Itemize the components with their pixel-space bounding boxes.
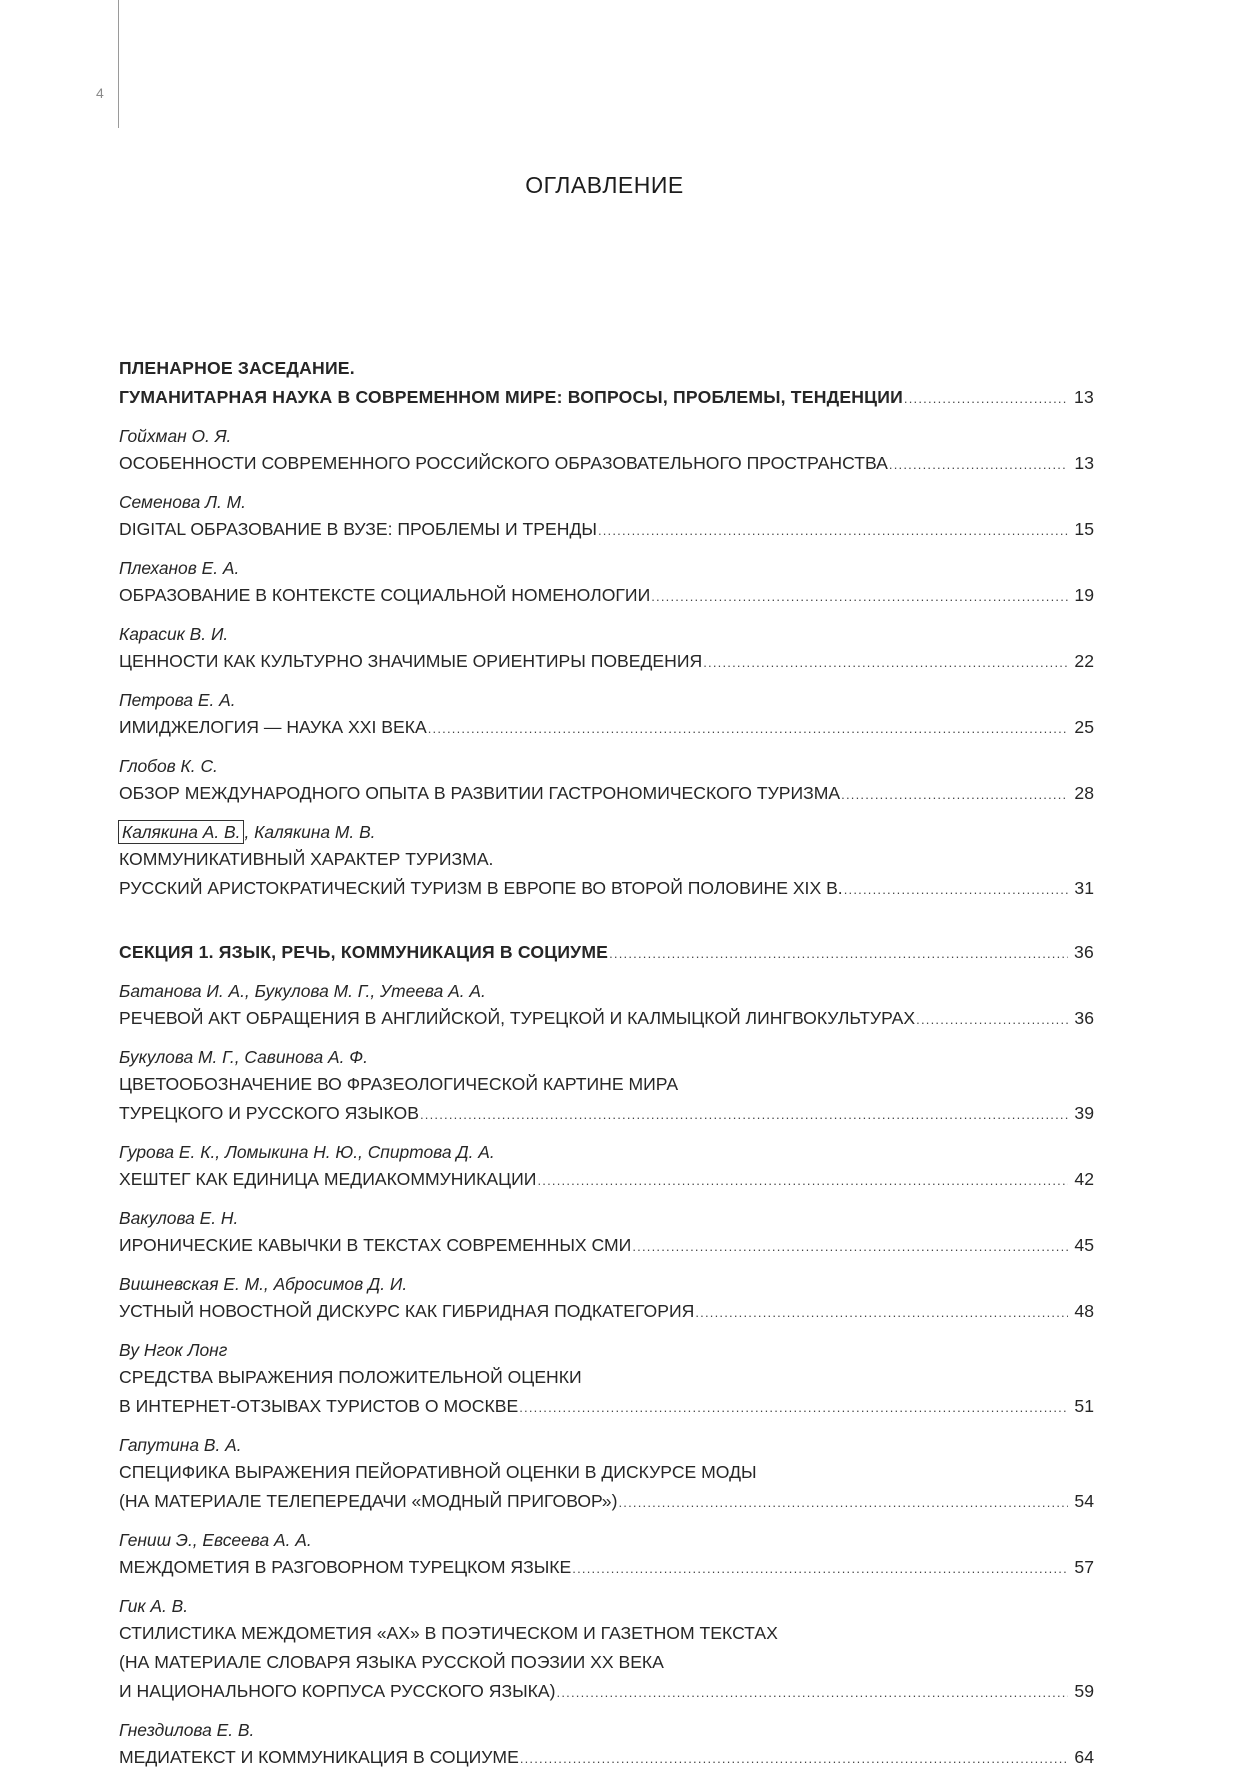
toc-entry-title: СЕКЦИЯ 1. ЯЗЫК, РЕЧЬ, КОММУНИКАЦИЯ В СОЦИУМЕ	[119, 942, 609, 962]
toc-entry-plenary[interactable]	[119, 354, 1094, 413]
dot-leader	[572, 1554, 1068, 1583]
toc-entry-page: 51	[1074, 1396, 1094, 1416]
dot-leader	[916, 1005, 1068, 1034]
toc-entry-authors: Гойхман О. Я.	[119, 426, 232, 446]
toc-entry[interactable]	[119, 489, 1094, 545]
toc-entry-page: 54	[1074, 1491, 1094, 1511]
toc-entry-page: 36	[1074, 942, 1094, 962]
page-title: ОГЛАВЛЕНИЕ	[525, 172, 684, 198]
toc-entry-authors: Гик А. В.	[119, 1596, 189, 1616]
dot-leader	[651, 582, 1068, 611]
toc-entry-coauthors: , Калякина М. В.	[244, 822, 376, 842]
toc-entry[interactable]	[119, 1527, 1094, 1583]
toc-entry[interactable]	[119, 1432, 1094, 1517]
toc-entry-page: 13	[1074, 453, 1094, 473]
dot-leader	[618, 1488, 1068, 1517]
toc-entry-title: (НА МАТЕРИАЛЕ ТЕЛЕПЕРЕДАЧИ «МОДНЫЙ ПРИГОВОР»)	[119, 1491, 618, 1511]
toc-entry[interactable]	[119, 1044, 1094, 1129]
toc-entry-title: ОБЗОР МЕЖДУНАРОДНОГО ОПЫТА В РАЗВИТИИ ГАСТРОНОМИЧЕСКОГО ТУРИЗМА	[119, 783, 841, 803]
dot-leader	[519, 1393, 1068, 1422]
toc-entry-page: 48	[1074, 1301, 1094, 1321]
toc-entry-authors: Петрова Е. А.	[119, 690, 236, 710]
toc-entry-authors: Букулова М. Г., Савинова А. Ф.	[119, 1047, 368, 1067]
toc-entry-title: ИМИДЖЕЛОГИЯ — НАУКА XXI ВЕКА	[119, 717, 427, 737]
toc-entry-authors: Гурова Е. К., Ломыкина Н. Ю., Спиртова Д. А.	[119, 1142, 495, 1162]
dot-leader	[609, 939, 1068, 968]
dot-leader	[557, 1678, 1068, 1707]
toc-entry-page: 64	[1074, 1747, 1094, 1767]
toc-entry[interactable]	[119, 1593, 1094, 1707]
toc-entry-title: МЕДИАТЕКСТ И КОММУНИКАЦИЯ В СОЦИУМЕ	[119, 1747, 519, 1767]
toc-entry-page: 42	[1074, 1169, 1094, 1189]
toc-entry-authors: Вишневская Е. М., Абросимов Д. И.	[119, 1274, 408, 1294]
dot-leader	[428, 714, 1068, 743]
toc-entry-authors: Вакулова Е. Н.	[119, 1208, 239, 1228]
table-of-contents	[119, 354, 1094, 1783]
toc-entry-authors: Ву Нгок Лонг	[119, 1340, 228, 1360]
dot-leader	[889, 450, 1068, 479]
toc-entry-title: ОБРАЗОВАНИЕ В КОНТЕКСТЕ СОЦИАЛЬНОЙ НОМЕНОЛОГИИ	[119, 585, 651, 605]
toc-entry-heading: ПЛЕНАРНОЕ ЗАСЕДАНИЕ.	[119, 358, 355, 378]
toc-entry[interactable]	[119, 1717, 1094, 1773]
toc-entry-title: (НА МАТЕРИАЛЕ СЛОВАРЯ ЯЗЫКА РУССКОЙ ПОЭЗИИ XX ВЕКА	[119, 1652, 664, 1672]
toc-entry-title: ЦЕННОСТИ КАК КУЛЬТУРНО ЗНАЧИМЫЕ ОРИЕНТИРЫ ПОВЕДЕНИЯ	[119, 651, 703, 671]
toc-entry-authors: Гнездилова Е. В.	[119, 1720, 255, 1740]
dot-leader	[841, 780, 1068, 809]
toc-entry-title: СТИЛИСТИКА МЕЖДОМЕТИЯ «АХ» В ПОЭТИЧЕСКОМ И ГАЗЕТНОМ ТЕКСТАХ	[119, 1623, 778, 1643]
dot-leader	[537, 1166, 1068, 1195]
toc-entry-title: МЕЖДОМЕТИЯ В РАЗГОВОРНОМ ТУРЕЦКОМ ЯЗЫКЕ	[119, 1557, 572, 1577]
dot-leader	[632, 1232, 1068, 1261]
toc-entry-section-1[interactable]	[119, 938, 1094, 968]
toc-entry-authors	[119, 819, 1094, 845]
toc-entry-title: И НАЦИОНАЛЬНОГО КОРПУСА РУССКОГО ЯЗЫКА)	[119, 1681, 556, 1701]
toc-entry-page: 39	[1074, 1103, 1094, 1123]
toc-entry-title: В ИНТЕРНЕТ-ОТЗЫВАХ ТУРИСТОВ О МОСКВЕ	[119, 1396, 519, 1416]
dot-leader	[598, 516, 1068, 545]
toc-entry[interactable]	[119, 1271, 1094, 1327]
toc-entry-authors: Семенова Л. М.	[119, 492, 246, 512]
toc-entry-page: 22	[1074, 651, 1094, 671]
dot-leader	[844, 875, 1068, 904]
toc-entry[interactable]	[119, 1139, 1094, 1195]
toc-entry-title: DIGITAL ОБРАЗОВАНИЕ В ВУЗЕ: ПРОБЛЕМЫ И ТРЕНДЫ	[119, 519, 597, 539]
toc-entry-title: УСТНЫЙ НОВОСТНОЙ ДИСКУРС КАК ГИБРИДНАЯ ПОДКАТЕГОРИЯ	[119, 1301, 695, 1321]
toc-entry-title: РЕЧЕВОЙ АКТ ОБРАЩЕНИЯ В АНГЛИЙСКОЙ, ТУРЕЦКОЙ И КАЛМЫЦКОЙ ЛИНГВОКУЛЬТУРАХ	[119, 1008, 916, 1028]
toc-entry[interactable]	[119, 687, 1094, 743]
dot-leader	[703, 648, 1068, 677]
toc-entry[interactable]	[119, 753, 1094, 809]
toc-entry-authors: Батанова И. А., Букулова М. Г., Утеева А. А.	[119, 981, 486, 1001]
toc-entry[interactable]	[119, 1205, 1094, 1261]
toc-entry-title: РУССКИЙ АРИСТОКРАТИЧЕСКИЙ ТУРИЗМ В ЕВРОПЕ ВО ВТОРОЙ ПОЛОВИНЕ XIX В.	[119, 878, 843, 898]
toc-entry-page: 15	[1074, 519, 1094, 539]
dot-leader	[420, 1100, 1068, 1129]
toc-entry-page: 13	[1074, 387, 1094, 407]
toc-entry-page: 31	[1074, 878, 1094, 898]
toc-entry-title: ХЕШТЕГ КАК ЕДИНИЦА МЕДИАКОММУНИКАЦИИ	[119, 1169, 537, 1189]
toc-entry-title: ОСОБЕННОСТИ СОВРЕМЕННОГО РОССИЙСКОГО ОБРАЗОВАТЕЛЬНОГО ПРОСТРАНСТВА	[119, 453, 888, 473]
toc-entry-page: 36	[1074, 1008, 1094, 1028]
dot-leader	[904, 384, 1068, 413]
dot-leader	[695, 1298, 1068, 1327]
margin-rule	[118, 0, 119, 128]
toc-entry[interactable]	[119, 819, 1094, 904]
toc-entry[interactable]	[119, 621, 1094, 677]
toc-entry-page: 57	[1074, 1557, 1094, 1577]
page-number: 4	[96, 85, 104, 101]
toc-entry-title: ГУМАНИТАРНАЯ НАУКА В СОВРЕМЕННОМ МИРЕ: ВОПРОСЫ, ПРОБЛЕМЫ, ТЕНДЕНЦИИ	[119, 387, 903, 407]
toc-entry-title: КОММУНИКАТИВНЫЙ ХАРАКТЕР ТУРИЗМА.	[119, 849, 494, 869]
toc-entry-authors: Глобов К. С.	[119, 756, 218, 776]
toc-entry-title: ИРОНИЧЕСКИЕ КАВЫЧКИ В ТЕКСТАХ СОВРЕМЕННЫХ СМИ	[119, 1235, 632, 1255]
toc-entry-authors: Гениш Э., Евсеева А. А.	[119, 1530, 312, 1550]
dot-leader	[520, 1744, 1068, 1773]
toc-entry-authors: Гапутина В. А.	[119, 1435, 242, 1455]
toc-entry[interactable]	[119, 1337, 1094, 1422]
toc-entry-page: 19	[1074, 585, 1094, 605]
highlighted-author[interactable]: Калякина А. В.	[118, 820, 244, 844]
toc-entry[interactable]	[119, 978, 1094, 1034]
toc-entry[interactable]	[119, 423, 1094, 479]
toc-entry-page: 28	[1074, 783, 1094, 803]
toc-entry-authors: Карасик В. И.	[119, 624, 229, 644]
toc-entry[interactable]	[119, 555, 1094, 611]
toc-entry-title: ТУРЕЦКОГО И РУССКОГО ЯЗЫКОВ	[119, 1103, 419, 1123]
toc-entry-page: 59	[1074, 1681, 1094, 1701]
toc-entry-page: 25	[1074, 717, 1094, 737]
toc-entry-authors: Плеханов Е. А.	[119, 558, 240, 578]
toc-entry-title: ЦВЕТООБОЗНАЧЕНИЕ ВО ФРАЗЕОЛОГИЧЕСКОЙ КАРТИНЕ МИРА	[119, 1074, 679, 1094]
toc-entry-page: 45	[1074, 1235, 1094, 1255]
toc-entry-title: СПЕЦИФИКА ВЫРАЖЕНИЯ ПЕЙОРАТИВНОЙ ОЦЕНКИ В ДИСКУРСЕ МОДЫ	[119, 1462, 757, 1482]
toc-entry-title: СРЕДСТВА ВЫРАЖЕНИЯ ПОЛОЖИТЕЛЬНОЙ ОЦЕНКИ	[119, 1367, 582, 1387]
